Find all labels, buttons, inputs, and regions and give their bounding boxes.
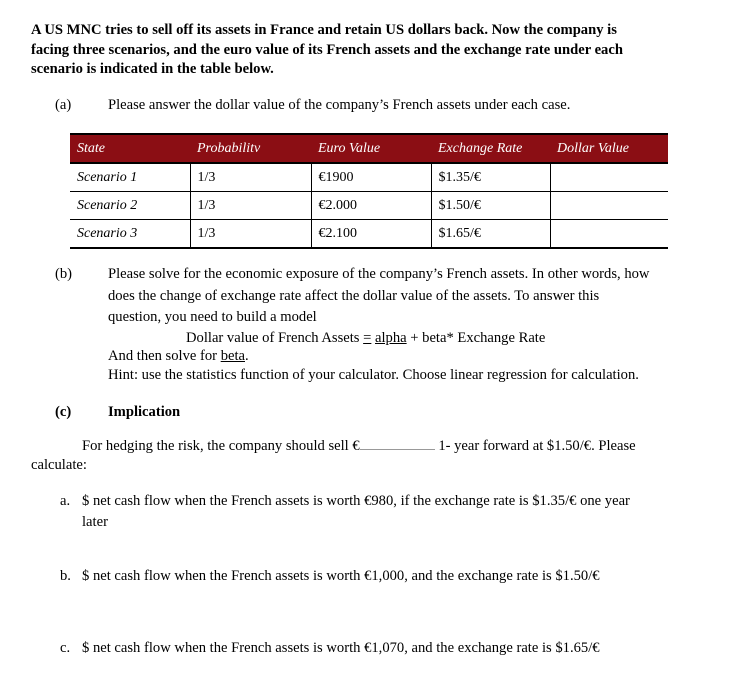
solve-suffix: . [245,348,249,364]
cell-state: Scenario 3 [70,220,190,249]
scenario-table [70,133,668,249]
header-probability: Probabilitv [190,134,311,163]
question-a-marker: a. [60,493,71,509]
part-b-line: Please solve for the economic exposure of the company’s French assets. In other words, how [108,266,650,282]
cell-euro-value: €2.000 [311,192,431,220]
part-a-marker: (a) [55,97,72,113]
question-c-marker: c. [60,640,71,656]
cell-dollar-value[interactable] [550,220,668,249]
part-b-line: question, you need to build a model [108,309,317,325]
question-a-line: later [82,514,108,530]
solve-line [108,348,249,365]
intro-line: A US MNC tries to sell off its assets in France and retain US dollars back. Now the company is [31,22,617,38]
cell-probability: 1/3 [190,192,311,220]
model-equals: = [363,330,372,346]
part-a-text: Please answer the dollar value of the company’s French assets under each case. [108,97,571,113]
model-suffix: + beta* Exchange Rate [410,330,546,346]
hedge-line [82,438,636,455]
hedge-prefix: For hedging the risk, the company should sell € [82,438,360,454]
model-alpha: alpha [375,330,407,346]
model-equation [186,330,545,347]
cell-euro-value: €2.100 [311,220,431,249]
calculate-label: calculate: [31,457,87,473]
cell-exchange-rate: $1.35/€ [431,163,550,192]
question-a-line: $ net cash flow when the French assets is worth €980, if the exchange rate is $1.35/€ one year [82,493,630,509]
table-row [70,192,668,220]
question-b-line: $ net cash flow when the French assets is worth €1,000, and the exchange rate is $1.50/€ [82,568,600,584]
table-row [70,163,668,192]
solve-beta: beta [220,348,245,364]
hedge-suffix: 1- year forward at $1.50/€. Please [438,438,636,454]
cell-state: Scenario 2 [70,192,190,220]
header-dollar-value: Dollar Value [550,134,668,163]
cell-dollar-value[interactable] [550,192,668,220]
model-prefix: Dollar value of French Assets [186,330,360,346]
part-b-line: does the change of exchange rate affect the dollar value of the assets. To answer this [108,288,600,304]
part-c-title: Implication [108,404,181,420]
hint-line: Hint: use the statistics function of your calculator. Choose linear regression for calculation. [108,367,639,383]
part-c-marker: (c) [55,404,72,420]
header-exchange-rate: Exchange Rate [431,134,550,163]
question-b-marker: b. [60,568,71,584]
cell-euro-value: €1900 [311,163,431,192]
header-euro-value: Euro Value [311,134,431,163]
intro-paragraph [31,21,736,80]
cell-state: Scenario 1 [70,163,190,192]
cell-exchange-rate: $1.50/€ [431,192,550,220]
cell-exchange-rate: $1.65/€ [431,220,550,249]
part-b-marker: (b) [55,266,73,282]
cell-probability: 1/3 [190,163,311,192]
intro-line: scenario is indicated in the table below. [31,61,274,77]
solve-prefix: And then solve for [108,348,218,364]
table-header-row [70,134,668,163]
header-state: State [70,134,190,163]
hedge-blank[interactable] [360,438,435,450]
question-c-line: $ net cash flow when the French assets is worth €1,070, and the exchange rate is $1.65/€ [82,640,600,656]
cell-dollar-value[interactable] [550,163,668,192]
cell-probability: 1/3 [190,220,311,249]
intro-line: facing three scenarios, and the euro value of its French assets and the exchange rate under each [31,41,623,58]
table-row [70,220,668,249]
